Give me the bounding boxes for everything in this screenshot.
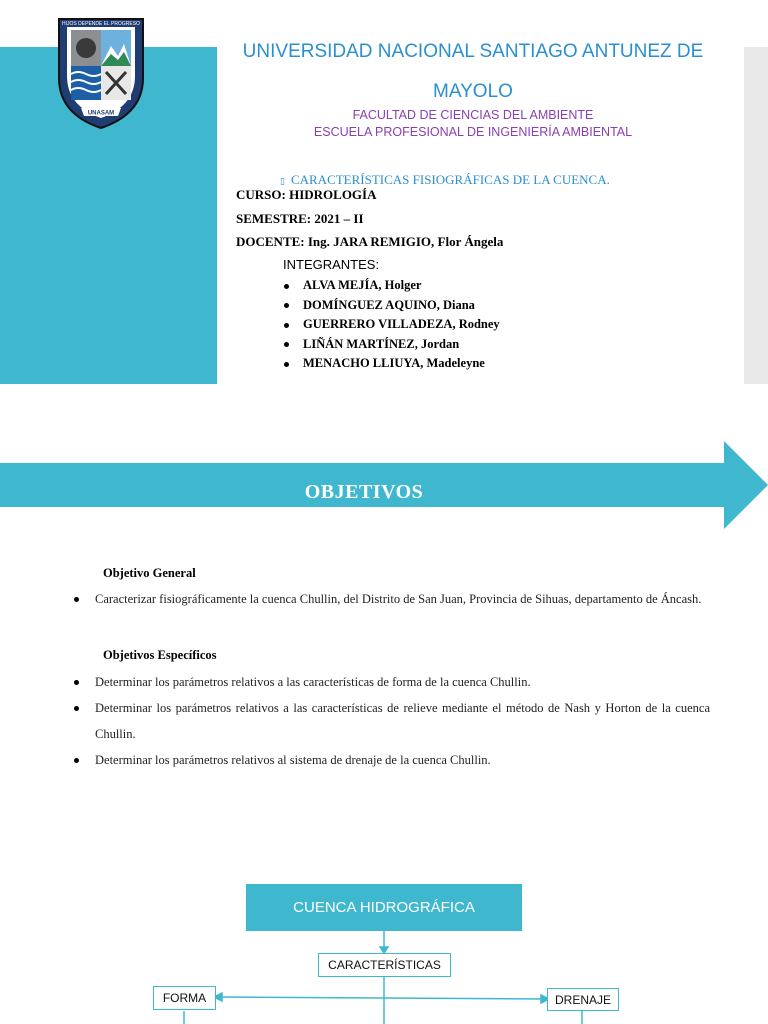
course-value: HIDROLOGÍA xyxy=(289,187,377,202)
teacher-line xyxy=(236,234,503,250)
bullet-icon xyxy=(74,758,79,763)
members-list xyxy=(284,276,500,374)
crest-motto: HIJOS DEPENDE EL PROGRESO xyxy=(62,21,140,27)
bullet-icon xyxy=(74,680,79,685)
list-item: ALVA MEJÍA, Holger xyxy=(284,276,500,296)
topic-bullet-icon: ▯ xyxy=(280,177,285,187)
topic-title: CARACTERÍSTICAS FISIOGRÁFICAS DE LA CUENCA. xyxy=(290,172,610,187)
university-title: UNIVERSIDAD NACIONAL SANTIAGO ANTUNEZ DE MAYOLO xyxy=(242,41,704,102)
list-item: DOMÍNGUEZ AQUINO, Diana xyxy=(284,296,500,316)
semester-value: 2021 – II xyxy=(314,211,364,226)
bullet-icon xyxy=(284,323,289,328)
teacher-value: Ing. JARA REMIGIO, Flor Ángela xyxy=(307,234,504,249)
semester-label: SEMESTRE: xyxy=(236,211,312,226)
bullet-icon xyxy=(74,706,79,711)
diagram-node-drenaje: DRENAJE xyxy=(547,988,619,1011)
teacher-label: DOCENTE: xyxy=(236,234,305,249)
cover-gray-strip xyxy=(744,47,768,384)
diagram-node-main: CUENCA HIDROGRÁFICA xyxy=(246,884,522,931)
bullet-icon xyxy=(284,342,289,347)
bullet-icon xyxy=(74,597,79,602)
general-objective-text: Caracterizar fisiográficamente la cuenca Chullin, del Distrito de San Juan, Provincia de Sihuas, departamento de Áncash. xyxy=(95,592,702,606)
specific-objective-item: Determinar los parámetros relativos a las características de relieve mediante el método de Nash y Horton de la cuenca Chullin. xyxy=(95,701,710,741)
specific-objectives-heading: Objetivos Específicos xyxy=(103,648,217,662)
bullet-icon xyxy=(284,362,289,367)
list-item: LIÑÁN MARTÍNEZ, Jordan xyxy=(284,335,500,355)
specific-objective-item: Determinar los parámetros relativos a las características de forma de la cuenca Chullin. xyxy=(95,675,531,689)
list-item: GUERRERO VILLADEZA, Rodney xyxy=(284,315,500,335)
general-objective-heading: Objetivo General xyxy=(103,566,196,580)
school-name: ESCUELA PROFESIONAL DE INGENIERÍA AMBIENTAL xyxy=(313,125,633,139)
specific-objective-item: Determinar los parámetros relativos al sistema de drenaje de la cuenca Chullin. xyxy=(95,753,491,767)
course-label: CURSO: xyxy=(236,187,286,202)
faculty-name: FACULTAD DE CIENCIAS DEL AMBIENTE xyxy=(352,108,594,122)
members-heading: INTEGRANTES: xyxy=(283,257,380,272)
diagram-node-characteristics: CARACTERÍSTICAS xyxy=(318,953,451,977)
diagram-node-forma: FORMA xyxy=(153,986,216,1010)
bullet-icon xyxy=(284,284,289,289)
topic-line xyxy=(280,172,610,188)
objectives-banner-title: OBJETIVOS xyxy=(304,481,424,503)
university-crest xyxy=(56,16,146,130)
crest-acronym: UNASAM xyxy=(87,110,115,117)
list-item: MENACHO LLIUYA, Madeleyne xyxy=(284,354,500,374)
semester-line xyxy=(236,211,364,227)
faculty-block xyxy=(228,107,718,141)
course-line xyxy=(236,187,377,203)
bullet-icon xyxy=(284,303,289,308)
